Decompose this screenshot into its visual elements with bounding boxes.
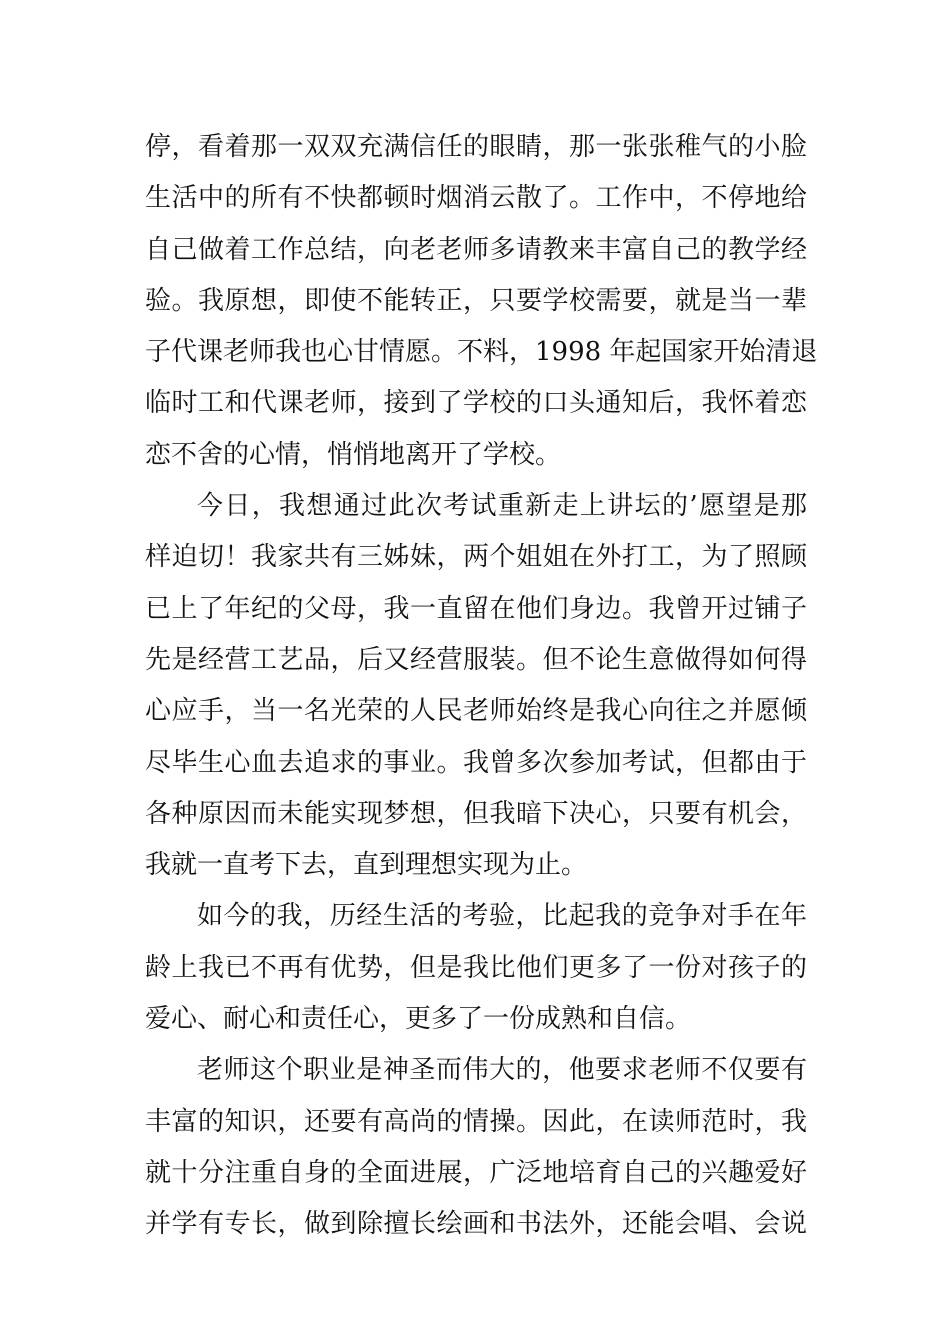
text-line: 如今的我，历经生活的考验，比起我的竞争对手在年 — [197, 901, 807, 932]
text-line: 生活中的所有不快都顿时烟消云散了。工作中，不停地给 — [145, 183, 807, 214]
text-line: 各种原因而未能实现梦想，但我暗下决心，只要有机会， — [145, 798, 807, 829]
text-line: 先是经营工艺品，后又经营服装。但不论生意做得如何得 — [145, 644, 807, 675]
text-line: 我就一直考下去，直到理想实现为止。 — [145, 850, 588, 881]
text-line: 今日，我想通过此次考试重新走上讲坛的’愿望是那 — [197, 491, 807, 522]
text-line: 丰富的知识，还要有高尚的情操。因此，在读师范时，我 — [145, 1106, 807, 1137]
text-line: 自己做着工作总结，向老老师多请教来丰富自己的教学经 — [145, 234, 807, 265]
text-line: 龄上我已不再有优势，但是我比他们更多了一份对孩子的 — [145, 952, 807, 983]
text-line: 临时工和代课老师，接到了学校的口头通知后，我怀着恋 — [145, 388, 807, 419]
text-line: 验。我原想，即使不能转正，只要学校需要，就是当一辈 — [145, 285, 807, 316]
text-line: 尽毕生心血去追求的事业。我曾多次参加考试，但都由于 — [145, 747, 807, 778]
text-line: 老师这个职业是神圣而伟大的，他要求老师不仅要有 — [197, 1055, 807, 1086]
text-line: 就十分注重自身的全面进展，广泛地培育自己的兴趣爱好 — [145, 1157, 807, 1188]
text-line: 心应手，当一名光荣的人民老师始终是我心向往之并愿倾 — [145, 696, 807, 727]
body-text — [145, 122, 818, 1251]
text-line: 爱心、耐心和责任心，更多了一份成熟和自信。 — [145, 1004, 692, 1035]
text-line: 并学有专长，做到除擅长绘画和书法外，还能会唱、会说 — [145, 1209, 807, 1240]
text-line: 子代课老师我也心甘情愿。不料，1998 年起国家开始清退 — [145, 337, 818, 368]
text-line: 已上了年纪的父母，我一直留在他们身边。我曾开过铺子 — [145, 593, 807, 624]
text-line: 恋不舍的心情，悄悄地离开了学校。 — [145, 439, 562, 470]
text-line: 停，看着那一双双充满信任的眼睛，那一张张稚气的小脸 — [145, 132, 807, 162]
text-line: 样迫切！我家共有三姊妹，两个姐姐在外打工，为了照顾 — [145, 542, 807, 573]
